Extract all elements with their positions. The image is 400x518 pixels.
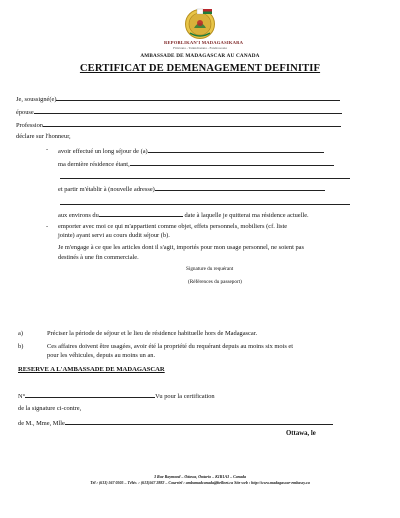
passport-reference-label: (Références du passeport) (188, 279, 242, 285)
field-residence-line-2[interactable] (60, 178, 350, 179)
document-title: CERTIFICAT DE DEMENAGEMENT DEFINITIF (79, 63, 321, 74)
field-epouse-line[interactable] (34, 107, 342, 114)
field-soussigne-line[interactable] (56, 94, 340, 101)
ottawa-date-label: Ottawa, le (286, 430, 316, 437)
field-nouvelle-adresse-line[interactable] (155, 184, 325, 191)
field-epouse[interactable] (16, 107, 342, 116)
vu-certification-text: Vu pour la certification (155, 393, 215, 400)
field-environs[interactable] (58, 210, 309, 219)
field-sejour-line[interactable] (148, 146, 324, 153)
emporter-line-2: jointe) ayant servi au cours dudit séjour (b). (58, 232, 170, 239)
field-nouvelle-adresse-line-2[interactable] (60, 204, 350, 205)
engage-line-2: destinés à une fin commerciale. (58, 254, 139, 261)
note-b-label: b) (18, 343, 24, 350)
note-a-text: Préciser la période de séjour et le lieu de résidence habituelle hors de Madagascar. (47, 330, 258, 337)
field-date-line[interactable] (99, 210, 183, 217)
field-epouse-label: épouse (16, 109, 34, 116)
note-a-label: a) (18, 330, 23, 337)
item-dash-1: - (46, 146, 49, 153)
madagascar-emblem (183, 6, 217, 40)
field-profession-label: Profession (16, 122, 43, 129)
item-dash-2: - (46, 223, 49, 230)
emblem-caption (164, 40, 244, 50)
field-residence-label: ma dernière résidence étant, (58, 161, 130, 168)
field-environs-suffix: date à laquelle je quitterai ma résidence actuelle. (184, 212, 309, 219)
emporter-line-1: emporter avec moi ce qui m'appartient comme objet, effets personnels, mobiliers (cf. liste (58, 223, 288, 230)
engage-line-1: Je m'engage à ce que les articles dont il s'agit, importés pour mon usage personnel, ne soient pas (58, 244, 304, 251)
signature-ci-contre-text: de la signature ci-contre, (18, 405, 82, 412)
embassy-name: AMBASSADE DE MADAGASCAR AU CANADA (140, 53, 260, 59)
signature-label: Signature du requérant (186, 266, 234, 272)
field-sejour[interactable] (58, 146, 324, 155)
footer-contact: Tél : (613) 567 0505 – Téléc. : (613)567 2882 – Courriel : ambamadcanada@bellnet.ca Site web : http://www.madagascar-embassy.ca (90, 480, 310, 485)
declare-text: déclare sur l'honneur, (16, 133, 71, 140)
field-residence-line[interactable] (130, 159, 334, 166)
field-sejour-label: avoir effectué un long séjour de (a) (58, 148, 148, 155)
field-soussigne[interactable] (16, 94, 340, 103)
field-numero-line[interactable] (25, 391, 155, 398)
field-profession[interactable] (16, 120, 341, 129)
field-numero-label: N° (18, 393, 26, 400)
field-mme[interactable] (18, 418, 333, 427)
emblem-name: REPOBLIKAN'I MADAGASIKARA (164, 40, 244, 45)
field-soussigne-label: Je, soussigné(e) (16, 96, 57, 103)
field-environs-label: aux environs du (58, 212, 99, 219)
field-numero[interactable] (18, 391, 215, 400)
emblem-motto: Fitiavana - Tanindrazana - Fandrosoana (173, 45, 227, 50)
field-mme-label: de M., Mme, Mlle (18, 420, 65, 427)
field-mme-line[interactable] (65, 418, 333, 425)
field-nouvelle-adresse[interactable] (58, 184, 325, 193)
note-b-text-1: Ces affaires doivent être usagées, avoir été la propriété du requérant depuis au moins six mois et (47, 343, 294, 350)
field-nouvelle-adresse-label: et partir m'établir à (nouvelle adresse) (58, 186, 155, 193)
field-profession-line[interactable] (43, 120, 341, 127)
reserve-title: RESERVE A L'AMBASSADE DE MADAGASCAR (18, 366, 165, 373)
footer-address: 3 Rue Raymond – Ottawa, Ontario – K1R1A3 – Canada (153, 474, 246, 479)
note-b-text-2: pour les véhicules, depuis au moins un an. (47, 352, 156, 359)
field-residence[interactable] (58, 159, 334, 168)
